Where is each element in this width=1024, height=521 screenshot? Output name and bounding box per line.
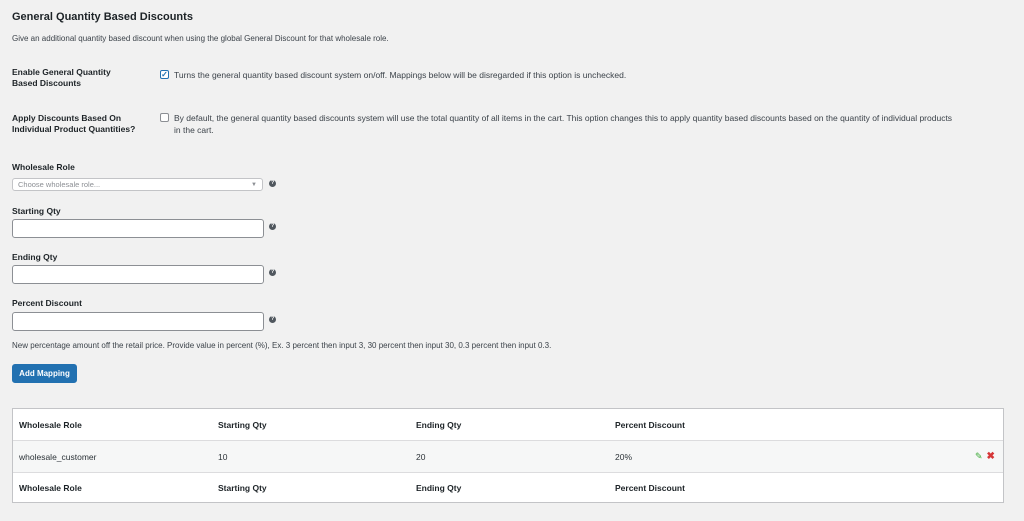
- ending-qty-label: Ending Qty: [12, 252, 58, 262]
- percent-discount-hint: New percentage amount off the retail price. Provide value in percent (%), Ex. 3 percent then input 3, 30 percent then input 30, 0.3 percent then input 0.3.: [12, 341, 552, 350]
- footer-ending-qty: Ending Qty: [416, 483, 462, 493]
- enable-option-description: Turns the general quantity based discount system on/off. Mappings below will be disregarded if this option is unchecked.: [174, 70, 627, 80]
- cell-percent-discount: 20%: [615, 451, 633, 462]
- header-percent-discount: Percent Discount: [615, 419, 685, 430]
- enable-option-label-line1: Enable General Quantity: [12, 67, 111, 77]
- individual-checkbox[interactable]: [160, 113, 169, 122]
- percent-discount-input[interactable]: [12, 312, 264, 331]
- percent-discount-label: Percent Discount: [12, 298, 82, 308]
- individual-option-description: [174, 112, 1014, 136]
- header-wholesale-role: Wholesale Role: [19, 419, 82, 430]
- table-header-row: [13, 409, 1003, 441]
- help-icon[interactable]: ?: [270, 269, 275, 275]
- delete-icon[interactable]: ✖: [986, 451, 995, 462]
- help-icon[interactable]: ?: [270, 223, 275, 229]
- help-icon[interactable]: ?: [270, 180, 275, 186]
- pencil-icon[interactable]: ✎: [975, 451, 983, 461]
- individual-option-label-line1: Apply Discounts Based On: [12, 113, 122, 123]
- chevron-down-icon: ▼: [251, 181, 257, 188]
- individual-option-label-line2: Individual Product Quantities?: [12, 124, 136, 134]
- starting-qty-input[interactable]: [12, 219, 264, 238]
- wholesale-role-select[interactable]: [12, 178, 263, 191]
- section-title: General Quantity Based Discounts: [12, 11, 193, 23]
- cell-ending-qty: 20: [416, 451, 426, 462]
- enable-checkbox[interactable]: [160, 70, 169, 79]
- individual-option-label: [12, 113, 152, 135]
- enable-option-label-line2: Based Discounts: [12, 78, 81, 88]
- checkmark-icon: ✓: [161, 69, 168, 79]
- cell-wholesale-role: wholesale_customer: [19, 451, 97, 462]
- header-ending-qty: Ending Qty: [416, 419, 462, 430]
- section-description: Give an additional quantity based discount when using the global General Discount for that wholesale role.: [12, 34, 389, 43]
- cell-starting-qty: 10: [218, 451, 228, 462]
- row-actions: [975, 452, 995, 461]
- wholesale-role-placeholder: Choose wholesale role...: [18, 180, 101, 189]
- individual-option-description-line2: in the cart.: [174, 125, 214, 135]
- header-starting-qty: Starting Qty: [218, 419, 267, 430]
- help-icon[interactable]: ?: [270, 316, 275, 322]
- table-footer-row: [13, 472, 1003, 503]
- table-row: [13, 441, 1003, 472]
- add-mapping-button[interactable]: Add Mapping: [12, 364, 77, 383]
- wholesale-role-label: Wholesale Role: [12, 162, 75, 172]
- enable-option-label: [12, 67, 147, 89]
- footer-wholesale-role: Wholesale Role: [19, 483, 82, 493]
- ending-qty-input[interactable]: [12, 265, 264, 284]
- individual-option-description-line1: By default, the general quantity based discounts system will use the total quantity of all items in the cart. This option changes this to apply quantity based discounts based on the quantity of individual products: [174, 113, 953, 123]
- footer-starting-qty: Starting Qty: [218, 483, 267, 493]
- footer-percent-discount: Percent Discount: [615, 483, 685, 493]
- starting-qty-label: Starting Qty: [12, 206, 61, 216]
- mappings-table: [12, 408, 1004, 503]
